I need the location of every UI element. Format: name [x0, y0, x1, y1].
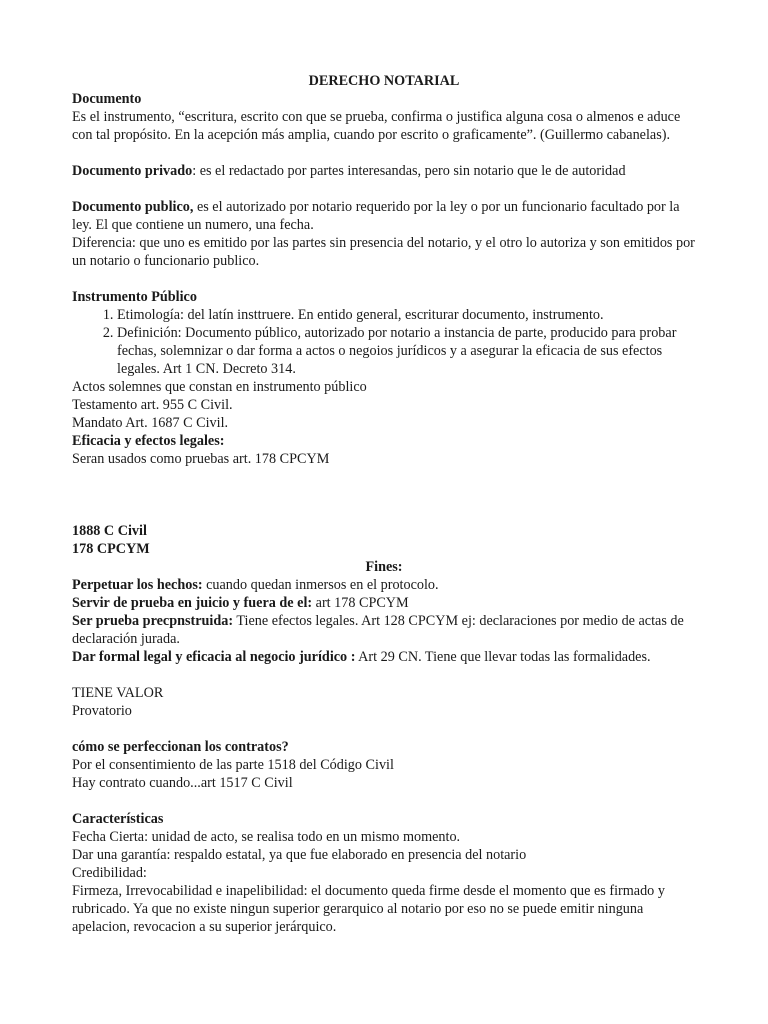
caracteristica-item: Credibilidad: — [72, 865, 147, 881]
actos-solemnes-text: Actos solemnes que constan en instrumento público — [72, 379, 367, 395]
contratos-line: Por el consentimiento de las parte 1518 del Código Civil — [72, 757, 394, 773]
eficacia-heading: Eficacia y efectos legales: — [72, 433, 225, 449]
fines-heading: Fines: — [365, 559, 403, 575]
ref-cpcym: 178 CPCYM — [72, 541, 150, 557]
list-item: 1. Etimología: del latín insttruere. En entido general, escriturar documento, instrumento. — [117, 306, 696, 324]
document-page — [72, 72, 696, 936]
instrumento-heading: Instrumento Público — [72, 289, 197, 305]
tiene-valor-text: TIENE VALOR — [72, 685, 164, 701]
fines-item: Dar formal legal y eficacia al negocio jurídico : Art 29 CN. Tiene que llevar todas las formalidades. — [72, 649, 651, 665]
provatorio-text: Provatorio — [72, 703, 132, 719]
documento-privado-text: : es el redactado por partes interesandas, pero sin notario que le de autoridad — [192, 163, 626, 179]
diferencia-text: Diferencia: que uno es emitido por las partes sin presencia del notario, y el otro lo autoriza y son emitidos por un notario o funcionario publico. — [72, 235, 695, 269]
documento-privado-paragraph — [72, 162, 696, 180]
caracteristica-item: Firmeza, Irrevocabilidad e inapelibilidad: el documento queda firme desde el momento que es firmado y rubricado. Ya que no existe ningun superior gerarquico al notario por eso no se puede emitir ninguna apelacion, revocacion a su superior jerárquico. — [72, 883, 665, 935]
fines-item: Ser prueba precpnstruida: Tiene efectos legales. Art 128 CPCYM ej: declaraciones por medio de actas de declaración jurada. — [72, 613, 684, 647]
caracteristicas-heading: Características — [72, 811, 164, 827]
ref-civil: 1888 C Civil — [72, 523, 147, 539]
contratos-line: Hay contrato cuando...art 1517 C Civil — [72, 775, 293, 791]
documento-publico-text: es el autorizado por notario requerido por la ley o por un funcionario facultado por la ley. El que contiene un numero, una fecha. — [72, 199, 680, 233]
document-title: DERECHO NOTARIAL — [308, 73, 460, 89]
documento-privado-label: Documento privado — [72, 163, 193, 179]
caracteristica-item: Dar una garantía: respaldo estatal, ya que fue elaborado en presencia del notario — [72, 847, 527, 863]
testamento-text: Testamento art. 955 C Civil. — [72, 397, 233, 413]
fines-item: Perpetuar los hechos: cuando quedan inmersos en el protocolo. — [72, 577, 439, 593]
eficacia-text: Seran usados como pruebas art. 178 CPCYM — [72, 451, 330, 467]
documento-publico-label: Documento publico, — [72, 199, 194, 215]
documento-text: Es el instrumento, “escritura, escrito con que se prueba, confirma o justifica alguna cosa o almenos e aduce con tal propósito. En la acepción más amplia, cuando por escrito o graficamente”. (Guillermo cabanelas). — [72, 109, 681, 143]
documento-heading: Documento — [72, 91, 142, 107]
list-item: 2. Definición: Documento público, autorizado por notario a instancia de parte, producido para probar fechas, solemnizar o dar forma a actos o negoios jurídicos y a asegurar la eficacia de sus efectos legales. Art 1 CN. Decreto 314. — [117, 324, 696, 378]
caracteristica-item: Fecha Cierta: unidad de acto, se realisa todo en un mismo momento. — [72, 829, 461, 845]
instrumento-list — [72, 306, 696, 378]
contratos-heading: cómo se perfeccionan los contratos? — [72, 739, 289, 755]
mandato-text: Mandato Art. 1687 C Civil. — [72, 415, 229, 431]
documento-publico-paragraph — [72, 198, 696, 234]
fines-item: Servir de prueba en juicio y fuera de el: art 178 CPCYM — [72, 595, 409, 611]
